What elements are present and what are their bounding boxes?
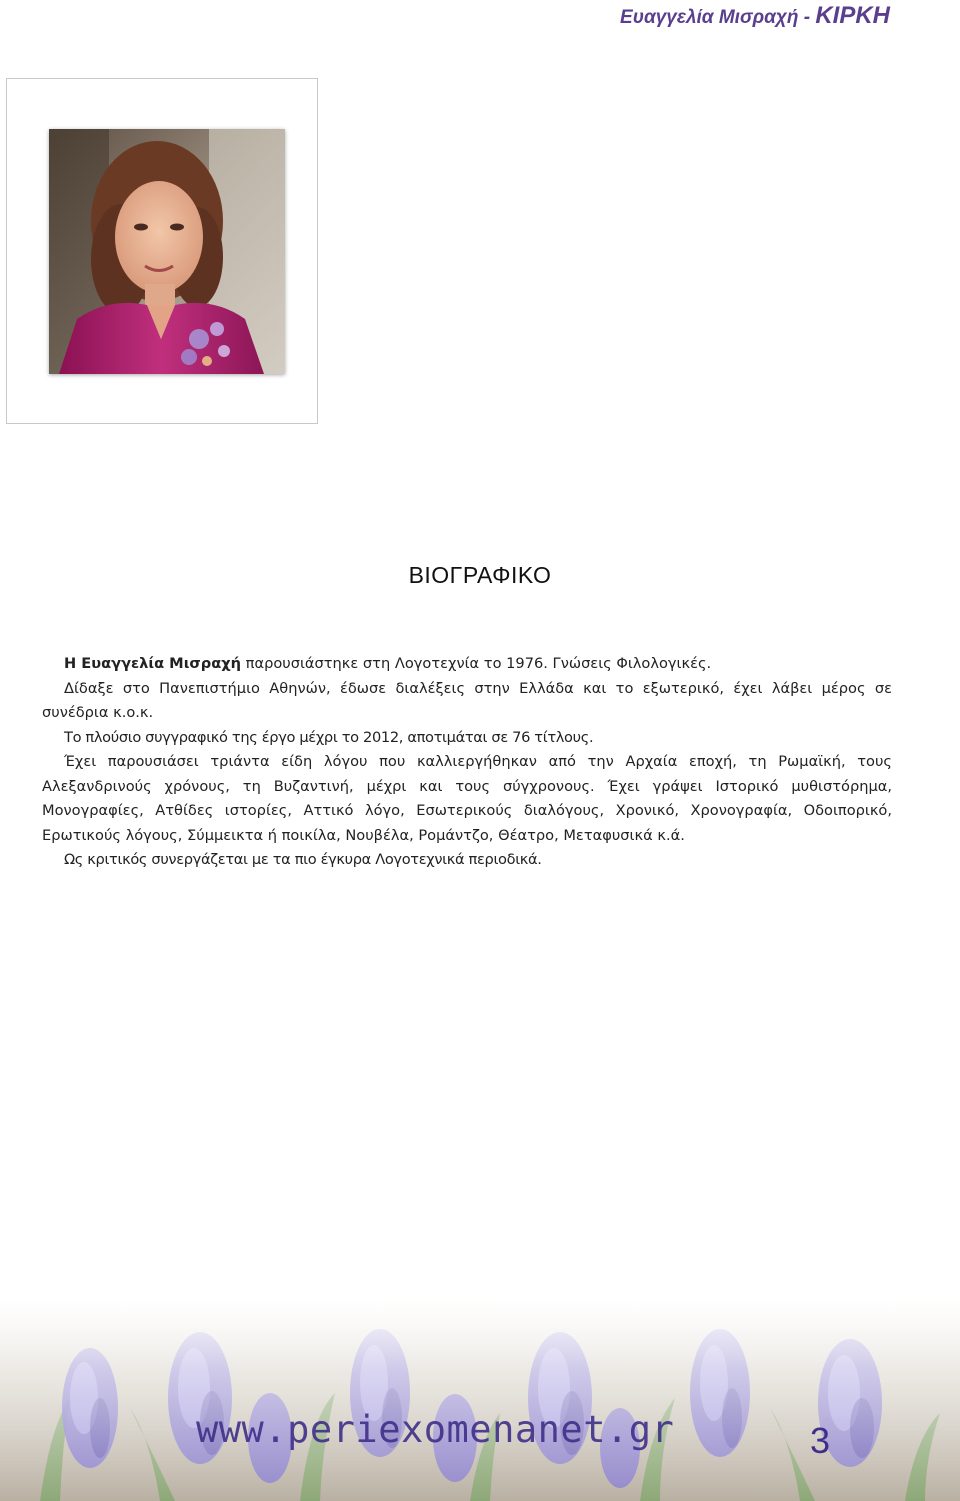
hyacinth-footer-image <box>0 1298 960 1501</box>
photo-frame <box>6 78 318 424</box>
bio-paragraph-1-text: παρουσιάστηκε στη Λογοτεχνία το 1976. Γνώσεις Φιλολογικές. <box>241 655 712 672</box>
bio-paragraph-2: Δίδαξε στο Πανεπιστήμιο Αθηνών, έδωσε διαλέξεις στην Ελλάδα και το εξωτερικό, έχει λάβει μέρος σε συνέδρια κ.ο.κ. <box>42 679 892 721</box>
bio-paragraph-5: Ως κριτικός συνεργάζεται με τα πιο έγκυρα Λογοτεχνικά περιοδικά. <box>64 851 542 868</box>
header-title: ΚΙΡΚΗ <box>815 2 890 29</box>
running-header <box>620 2 890 30</box>
bio-paragraph-1 <box>42 652 892 677</box>
author-name: Η Ευαγγελία Μισραχή <box>64 655 242 672</box>
page-number: 3 <box>810 1420 831 1461</box>
biography-heading: ΒΙΟΓΡΑΦΙΚΟ <box>408 562 552 588</box>
biography-text <box>42 652 892 873</box>
website-url: www.periexomenanet.gr <box>196 1408 675 1451</box>
bio-paragraph-3: Το πλούσιο συγγραφικό της έργο μέχρι το 2012, αποτιμάται σε 76 τίτλους. <box>64 728 594 746</box>
hyacinth-flowers-icon <box>0 1298 960 1501</box>
header-separator: - <box>798 7 816 28</box>
portrait-photo-icon <box>49 129 285 374</box>
section-heading <box>0 562 960 589</box>
bio-paragraph-4: Έχει παρουσιάσει τριάντα είδη λόγου που καλλιεργήθηκαν από την Αρχαία εποχή, τη Ρωμαϊκή, τους Αλεξανδρινούς χρόνους, τη Βυζαντινή, μέχρι και τους σύγχρονους. Έχει γράψει Ιστορικό μυθιστόρημα, Μονογραφίες, Ατθίδες ιστορίες, Αττικό λόγο, Εσωτερικούς διαλόγους, Χρονικό, Χρονογραφία, Οδοιπορικό, Ερωτικούς λόγους, Σύμμεικτα ή ποικίλα, Νουβέλα, Ρομάντζο, Θέατρο, Μεταφυσικά κ.ά. <box>42 753 892 844</box>
header-author: Ευαγγελία Μισραχή <box>620 7 799 28</box>
